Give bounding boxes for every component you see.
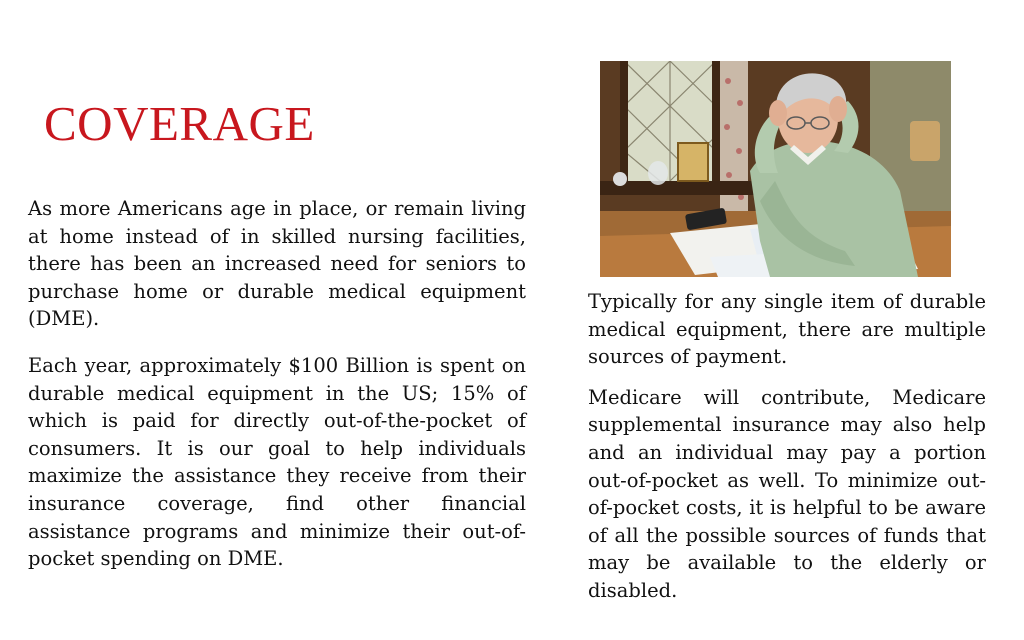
payment-sources-paragraph: Typically for any single item of durable medical equipment, there are multiple sources of payment. xyxy=(588,290,986,369)
left-text-column xyxy=(28,195,526,573)
right-text-column xyxy=(588,288,986,605)
spending-paragraph: Each year, approximately $100 Billion is spent on durable medical equipment in the US; 15% of which is paid for directly out-of-the-pocket of consumers. It is our goal to help individuals maximize the assistance they receive from their insurance coverage, find other financial assistance programs and minimize their out-of-pocket spending on DME. xyxy=(28,353,526,571)
medicare-paragraph: Medicare will contribute, Medicare supplemental insurance may also help and an individual may pay a portion out-of-pocket as well. To minimize out-of-pocket costs, it is helpful to be aware of all the possible sources of funds that may be available to the elderly or disabled. xyxy=(588,385,986,602)
page-title: COVERAGE xyxy=(44,96,315,151)
elderly-woman-with-bills-photo xyxy=(600,61,951,277)
photo-frame xyxy=(678,143,708,181)
intro-paragraph: As more Americans age in place, or remain living at home instead of in skilled nursing facilities, there has been an increased need for seniors to purchase home or durable medical equipment (DME). xyxy=(28,197,526,331)
